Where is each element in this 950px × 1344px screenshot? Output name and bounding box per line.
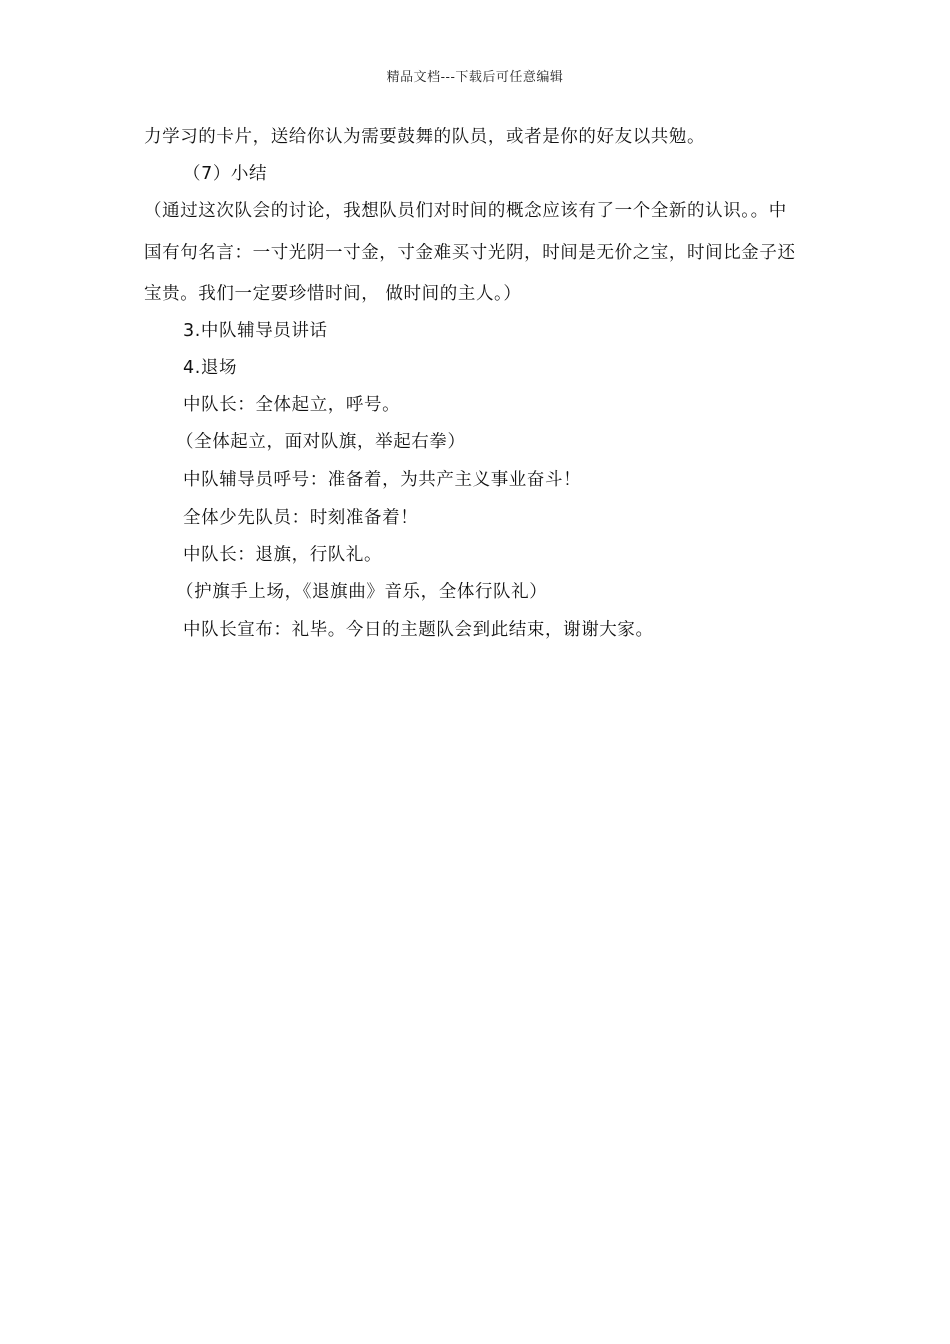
dialogue-line: 中队辅导员呼号：准备着，为共产主义事业奋斗！ <box>183 470 582 490</box>
stage-direction: （全体起立，面对队旗，举起右拳） <box>176 432 466 452</box>
page-header: 精品文档---下载后可任意编辑 <box>386 70 564 85</box>
paragraph-line: 力学习的卡片，送给你认为需要鼓舞的队员，或者是你的好友以共勉。 <box>144 127 706 147</box>
dialogue-line: 中队长：退旗，行队礼。 <box>183 545 383 565</box>
stage-direction: （护旗手上场，《退旗曲》音乐，全体行队礼） <box>176 582 548 602</box>
paragraph-line: 国有句名言：一寸光阴一寸金，寸金难买寸光阴，时间是无价之宝，时间比金子还 <box>144 243 796 263</box>
dialogue-line: 中队长宣布：礼毕。今日的主题队会到此结束，谢谢大家。 <box>183 620 654 640</box>
section-heading: 3.中队辅导员讲话 <box>183 321 328 341</box>
paragraph-line: （通过这次队会的讨论，我想队员们对时间的概念应该有了一个全新的认识。。中 <box>144 201 787 221</box>
section-heading: 4.退场 <box>183 358 238 378</box>
dialogue-line: 全体少先队员：时刻准备着！ <box>183 508 419 528</box>
dialogue-line: 中队长：全体起立，呼号。 <box>183 395 401 415</box>
section-heading: （7）小结 <box>183 164 268 184</box>
paragraph-line: 宝贵。我们一定要珍惜时间， 做时间的主人。） <box>144 284 522 304</box>
